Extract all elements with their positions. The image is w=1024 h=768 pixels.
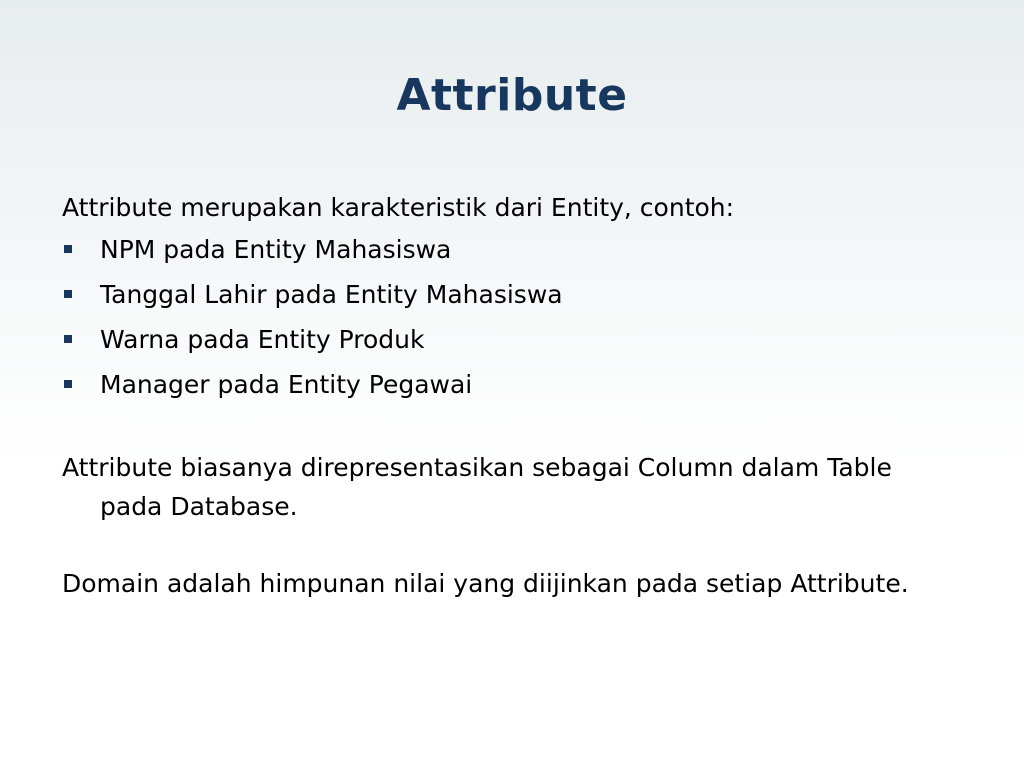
domain-paragraph: Domain adalah himpunan nilai yang diijinkan pada setiap Attribute. xyxy=(62,569,909,598)
column-paragraph: Attribute biasanya direpresentasikan sebagai Column dalam Table pada Database. xyxy=(62,453,892,521)
bullet-text: Warna pada Entity Produk xyxy=(100,325,425,354)
slide-title: Attribute xyxy=(396,70,628,121)
slide-content xyxy=(62,188,962,603)
square-bullet-icon xyxy=(64,290,72,298)
bullet-item xyxy=(62,320,962,365)
bullet-text: Manager pada Entity Pegawai xyxy=(100,370,473,399)
intro-text: Attribute merupakan karakteristik dari Entity, contoh: xyxy=(62,193,735,222)
bullet-item xyxy=(62,365,962,410)
bullet-text: NPM pada Entity Mahasiswa xyxy=(100,235,452,264)
square-bullet-icon xyxy=(64,245,72,253)
square-bullet-icon xyxy=(64,335,72,343)
bullet-text: Tanggal Lahir pada Entity Mahasiswa xyxy=(100,280,563,309)
bullet-item xyxy=(62,230,962,275)
bullet-list xyxy=(62,230,962,410)
bullet-item xyxy=(62,275,962,320)
square-bullet-icon xyxy=(64,380,72,388)
